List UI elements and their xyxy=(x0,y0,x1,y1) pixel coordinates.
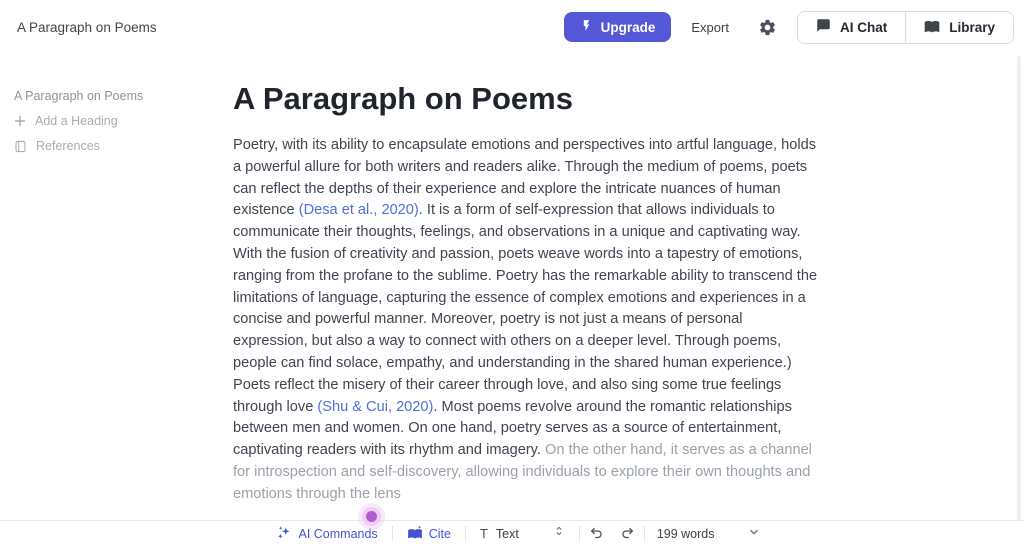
citation-link-shu-cui-2020[interactable]: (Shu & Cui, 2020) xyxy=(317,398,434,415)
redo-icon xyxy=(620,525,636,543)
settings-gear-icon[interactable] xyxy=(758,18,777,37)
ai-commands-label: AI Commands xyxy=(298,526,378,541)
cite-book-icon xyxy=(407,525,423,543)
onboarding-beacon-dot[interactable] xyxy=(358,503,385,530)
plus-icon xyxy=(14,115,26,127)
window-doc-title: A Paragraph on Poems xyxy=(17,19,157,35)
document-heading[interactable]: A Paragraph on Poems xyxy=(233,81,573,116)
top-header xyxy=(0,0,1024,54)
ai-suggestion-ghost-text: On the other hand, it serves as a channel for introspection and self-discovery, allowing individuals to explore their own thoughts and emotions through the lens xyxy=(233,442,812,502)
undo-button[interactable] xyxy=(580,525,612,543)
document-paragraph[interactable] xyxy=(233,135,819,506)
paragraph-text-segment: . Most poems revolve around the romantic relationships between men and women. On one hand, poetry serves as a source of entertainment, captivating readers with its rhythm and imagery. xyxy=(233,398,792,459)
open-book-icon xyxy=(924,18,940,37)
word-count: 199 words xyxy=(656,526,715,541)
lightning-bolt-icon xyxy=(580,19,593,35)
text-style-select[interactable] xyxy=(466,524,579,543)
text-style-icon: T xyxy=(479,526,488,541)
sidebar-doc-title-label: A Paragraph on Poems xyxy=(14,89,144,103)
library-button[interactable] xyxy=(905,12,1013,43)
beacon-ring xyxy=(362,507,381,526)
chat-bubble-icon xyxy=(816,18,831,36)
undo-icon xyxy=(588,525,604,543)
library-label: Library xyxy=(949,19,995,35)
sidebar-item-add-heading[interactable] xyxy=(0,113,226,129)
header-actions xyxy=(564,11,1014,44)
add-heading-label: Add a Heading xyxy=(35,114,118,128)
select-updown-chevrons-icon xyxy=(553,524,565,543)
cite-button[interactable] xyxy=(393,521,465,546)
ai-chat-button[interactable] xyxy=(798,12,905,43)
sidebar-item-references[interactable] xyxy=(0,138,226,154)
beacon-core xyxy=(366,511,377,522)
chat-library-button-group xyxy=(797,11,1014,44)
cite-label: Cite xyxy=(428,526,451,541)
editor-bottom-toolbar xyxy=(0,520,1024,546)
outline-sidebar xyxy=(0,88,226,163)
toolbar-collapse-button[interactable] xyxy=(747,525,761,542)
redo-button[interactable] xyxy=(612,525,644,543)
sidebar-item-document-title[interactable] xyxy=(0,88,226,104)
text-style-value: Text xyxy=(495,526,519,541)
references-book-icon xyxy=(14,140,27,153)
document-editor[interactable] xyxy=(233,80,819,506)
paragraph-text-segment: . It is a form of self-expression that allows individuals to communicate their thoughts, feelings, and observations in a unique and captivating way. With the fusion of creativity and passion, poets weave words into a tapestry of emotions, ranging from the profane to the sublime. Poetry has the remarkable ability to transcend the limitations of language, capturing the essence of complex emotions and experiences in a concise and powerful manner. Moreover, poetry is not just a means of personal expression, but also a way to connect with others on a deeper level. Through poems, people can find solace, empathy, and understanding in the shared human experience.) Poets reflect the misery of their career through love, and also sing some true feelings through love xyxy=(233,202,818,415)
vertical-scrollbar[interactable] xyxy=(1017,56,1021,544)
export-button[interactable]: Export xyxy=(691,19,729,35)
upgrade-label: Upgrade xyxy=(600,19,656,35)
ai-chat-label: AI Chat xyxy=(839,19,888,35)
sparkles-icon xyxy=(277,525,292,543)
references-label: References xyxy=(36,139,100,153)
upgrade-button[interactable] xyxy=(564,12,672,42)
paragraph-text-segment: Poetry, with its ability to encapsulate emotions and perspectives into artful language, holds a powerful allure for both writers and readers alike. Through the medium of poems, poets can reflect the depths of their experience and explore the intricate nuances of human existence xyxy=(233,137,817,219)
citation-link-desa-2020[interactable]: (Desa et al., 2020) xyxy=(298,202,419,219)
chevron-down-icon xyxy=(747,525,761,542)
